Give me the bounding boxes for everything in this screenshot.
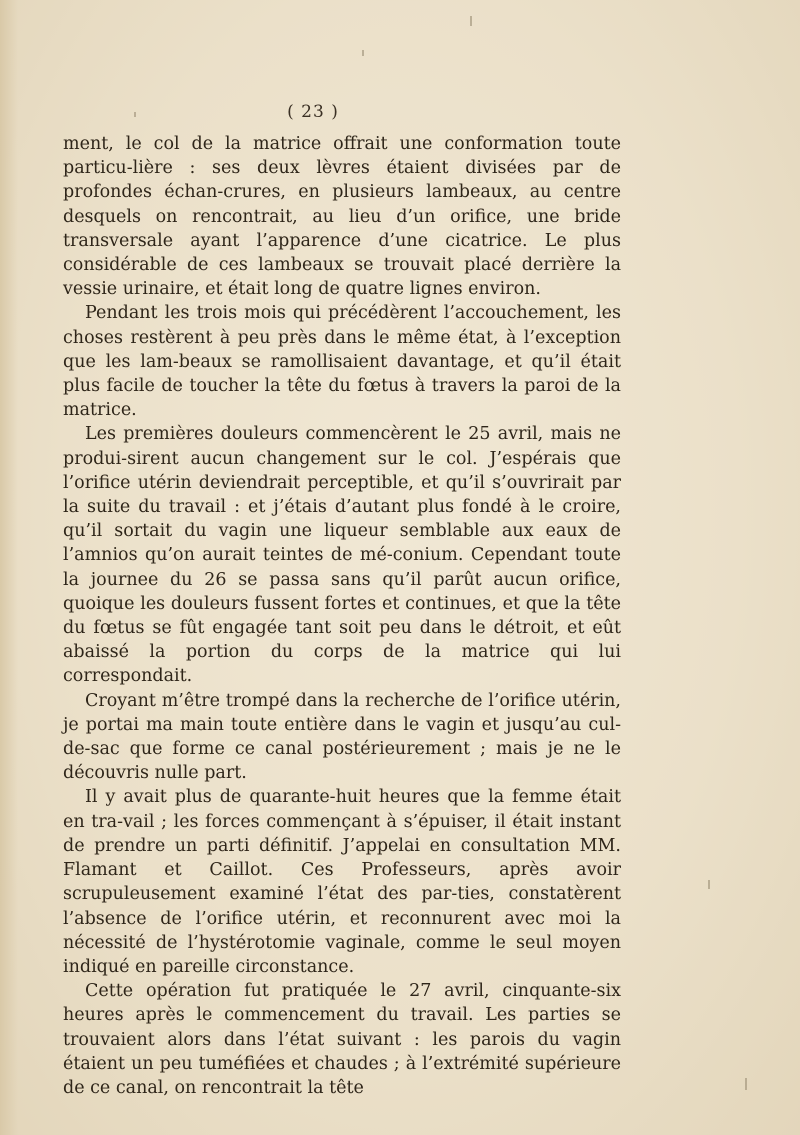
page-number: ( 23 ) <box>287 102 339 122</box>
paragraph-2: Pendant les trois mois qui précédèrent l’accouchement, les choses restèrent à peu près dans le même état, à l’exception que les lam-beaux se ramollisaient davantage, et qu’il était plus facile de toucher la tête du fœtus à travers la paroi de la matrice. <box>63 303 621 421</box>
paper-speck <box>470 16 472 26</box>
paper-speck <box>362 50 364 56</box>
paragraph-1: ment, le col de la matrice offrait une conformation toute particu-lière : ses deux lèvres étaient divisées par de profondes échan-crures, en plusieurs lambeaux, au centre desquels on rencontrait, au lieu d’un orifice, une bride transversale ayant l’apparence d’une cicatrice. Le plus considérable de ces lambeaux se trouvait placé derrière la vessie urinaire, et était long de quatre lignes environ. <box>63 134 621 300</box>
body-text <box>63 132 621 1100</box>
paragraph-5: Il y avait plus de quarante-huit heures que la femme était en tra-vail ; les forces commençant à s’épuiser, il était instant de prendre un parti définitif. J’appelai en consultation MM. Flamant et Caillot. Ces Professeurs, après avoir scrupuleusement examiné l’état des par-ties, constatèrent l’absence de l’orifice utérin, et reconnurent avec moi la nécessité de l’hystérotomie vaginale, comme le seul moyen indiqué en pareille circonstance. <box>63 787 621 977</box>
paper-speck <box>745 1078 747 1090</box>
page-fold-shadow <box>0 0 18 1135</box>
paper-speck <box>134 112 136 117</box>
paper-speck <box>708 880 710 889</box>
paragraph-6: Cette opération fut pratiquée le 27 avril, cinquante-six heures après le commencement du travail. Les parties se trouvaient alors dans l’état suivant : les parois du vagin étaient un peu tuméfiées et chaudes ; à l’extrémité supérieure de ce canal, on rencontrait la tête <box>63 981 621 1098</box>
paragraph-4: Croyant m’être trompé dans la recherche de l’orifice utérin, je portai ma main toute entière dans le vagin et jusqu’au cul-de-sac que forme ce canal postérieurement ; mais je ne le découvris nulle part. <box>63 690 621 784</box>
paragraph-3: Les premières douleurs commencèrent le 25 avril, mais ne produi-sirent aucun changement sur le col. J’espérais que l’orifice utérin deviendrait perceptible, et qu’il s’ouvrirait par la suite du travail : et j’étais d’autant plus fondé à le croire, qu’il sortait du vagin une liqueur semblable aux eaux de l’amnios qu’on aurait teintes de mé-conium. Cependant toute la journee du 26 se passa sans qu’il parût aucun orifice, quoique les douleurs fussent fortes et continues, et que la tête du fœtus se fût engagée tant soit peu dans le détroit, et eût abaissé la portion du corps de la matrice qui lui correspondait. <box>63 424 621 687</box>
